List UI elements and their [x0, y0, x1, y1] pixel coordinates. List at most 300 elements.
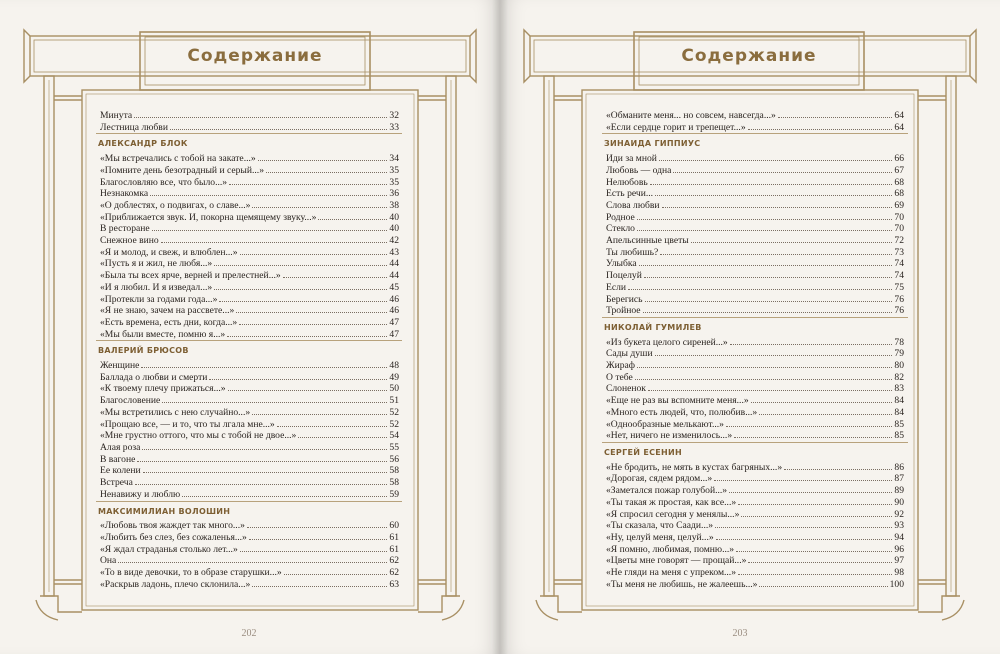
toc-entry [100, 223, 399, 235]
dot-leader [635, 372, 893, 380]
toc-entry [100, 270, 399, 282]
entry-page-number: 36 [389, 188, 399, 200]
entry-page-number: 40 [389, 223, 399, 235]
entry-title: «Любить без слез, без сожаленья...» [100, 531, 247, 543]
entry-page-number: 35 [389, 164, 399, 176]
entry-title: «Мне грустно оттого, что мы с тобой не двое...» [100, 430, 297, 442]
entry-page-number: 45 [389, 281, 399, 293]
dot-leader [660, 247, 892, 255]
entry-title: «Любовь твоя жаждет так много...» [100, 520, 245, 532]
toc-entry [100, 294, 399, 306]
entry-page-number: 38 [389, 199, 399, 211]
entry-page-number: 100 [889, 578, 904, 590]
table-of-contents [100, 110, 399, 590]
dot-leader [645, 294, 893, 302]
entry-title: «Еще не раз вы вспомните меня...» [606, 395, 749, 407]
entry-page-number: 51 [389, 395, 399, 407]
toc-entry [606, 520, 904, 532]
entry-page-number: 96 [894, 543, 904, 555]
dot-leader [219, 294, 387, 302]
toc-entry [100, 489, 399, 501]
entry-title: «Мы встречались с тобой на закате...» [100, 153, 256, 165]
toc-entry [606, 122, 904, 134]
toc-entry [606, 532, 904, 544]
author-heading: ВАЛЕРИЙ БРЮСОВ [98, 346, 189, 356]
entry-title: Алая роза [100, 441, 141, 453]
toc-entry [606, 497, 904, 509]
dot-leader [182, 489, 387, 497]
page-number: 203 [732, 628, 748, 639]
toc-entry [100, 110, 399, 122]
entry-page-number: 44 [389, 258, 399, 270]
entry-title: Снежное вино [100, 235, 159, 247]
entry-title: Стекло [606, 223, 635, 235]
entry-page-number: 64 [894, 110, 904, 121]
dot-leader [209, 372, 387, 380]
entry-page-number: 67 [894, 164, 904, 176]
toc-entry [606, 165, 904, 177]
entry-page-number: 84 [894, 406, 904, 418]
toc-entry [606, 462, 904, 474]
dot-leader [715, 520, 892, 528]
toc-entry [100, 532, 399, 544]
entry-page-number: 47 [389, 328, 399, 340]
entry-page-number: 90 [894, 496, 904, 508]
entry-page-number: 61 [389, 531, 399, 543]
entry-page-number: 58 [389, 465, 399, 477]
entry-title: Улыбка [606, 258, 637, 270]
entry-page-number: 54 [389, 430, 399, 442]
toc-entry [606, 383, 904, 395]
dot-leader [283, 270, 388, 278]
dot-leader [252, 579, 387, 587]
entry-page-number: 43 [389, 246, 399, 258]
entry-title: «Я ждал страданья столько лет...» [100, 543, 238, 555]
dot-leader [240, 247, 388, 255]
entry-title: «Прощаю все, — и то, что ты лгала мне...» [100, 418, 275, 430]
author-heading: НИКОЛАЙ ГУМИЛЕВ [604, 322, 702, 332]
entry-title: Благословляю все, что было...» [100, 176, 228, 188]
entry-title: Родное [606, 211, 635, 223]
entry-page-number: 58 [389, 477, 399, 489]
toc-entry [606, 337, 904, 349]
toc-entry [100, 305, 399, 317]
toc-entry [100, 465, 399, 477]
toc-entry [100, 165, 399, 177]
toc-entry [606, 177, 904, 189]
entry-title: «Я не знаю, зачем на рассвете...» [100, 305, 235, 317]
dot-leader [738, 497, 892, 505]
dot-leader [118, 555, 387, 563]
dot-leader [637, 223, 892, 231]
entry-page-number: 94 [894, 531, 904, 543]
dot-leader [298, 430, 387, 438]
toc-section [100, 501, 399, 591]
entry-title: Баллада о любви и смерти [100, 371, 208, 383]
entry-page-number: 52 [389, 418, 399, 430]
toc-entry [606, 188, 904, 200]
toc-entry [606, 258, 904, 270]
entry-page-number: 66 [894, 153, 904, 165]
entry-title: Любовь — одна [606, 164, 672, 176]
toc-section [100, 133, 399, 340]
dot-leader [628, 282, 892, 290]
dot-leader [726, 419, 892, 427]
toc-entry [100, 122, 399, 134]
entry-page-number: 75 [894, 281, 904, 293]
entry-title: «Пусть я и жил, не любя...» [100, 258, 213, 270]
entry-page-number: 76 [894, 305, 904, 317]
toc-entry [100, 520, 399, 532]
toc-entry [606, 360, 904, 372]
entry-title: «Дорогая, сядем рядом...» [606, 473, 713, 485]
dot-leader [247, 520, 388, 528]
dot-leader [738, 567, 892, 575]
dot-leader [284, 567, 388, 575]
entry-title: Апельсинные цветы [606, 235, 689, 247]
toc-entry [606, 110, 904, 122]
entry-title: «Я и молод, и свеж, и влюблен...» [100, 246, 238, 258]
entry-page-number: 59 [389, 488, 399, 500]
dot-leader [741, 509, 892, 517]
toc-entry [606, 282, 904, 294]
entry-page-number: 62 [389, 555, 399, 567]
entry-title: Сады души [606, 348, 653, 360]
toc-entry [100, 567, 399, 579]
entry-title: «Не гляди на меня с упреком...» [606, 567, 737, 579]
entry-title: «Обманите меня... но совсем, навсегда...» [606, 110, 776, 121]
dot-leader [258, 153, 388, 161]
entry-title: «Мы встретились с нею случайно...» [100, 406, 251, 418]
entry-page-number: 46 [389, 293, 399, 305]
dot-leader [655, 188, 892, 196]
entry-title: «К твоему плечу прижаться...» [100, 383, 226, 395]
toc-entry [100, 200, 399, 212]
toc-entry [100, 258, 399, 270]
toc-entry [100, 430, 399, 442]
toc-entry [606, 407, 904, 419]
entry-page-number: 50 [389, 383, 399, 395]
dot-leader [249, 532, 388, 540]
entry-title: Женщине [100, 360, 140, 372]
entry-title: Слоненок [606, 383, 646, 395]
entry-title: «Много есть людей, что, полюбив...» [606, 406, 758, 418]
entry-title: «Заметался пожар голубой...» [606, 485, 728, 497]
toc-entry [606, 419, 904, 431]
entry-title: Есть речи... [606, 188, 654, 200]
entry-title: Слова любви [606, 199, 660, 211]
toc-entry [606, 555, 904, 567]
entry-page-number: 92 [894, 508, 904, 520]
section-divider [96, 133, 402, 134]
table-of-contents [606, 110, 904, 590]
entry-page-number: 60 [389, 520, 399, 532]
toc-entry [100, 395, 399, 407]
dot-leader [644, 270, 893, 278]
toc-entry [606, 305, 904, 317]
entry-page-number: 76 [894, 293, 904, 305]
dot-leader [662, 200, 893, 208]
dot-leader [734, 430, 892, 438]
entry-title: Встреча [100, 477, 133, 489]
entry-title: Лестница любви [100, 121, 168, 133]
toc-section [606, 317, 904, 442]
toc-entry [606, 153, 904, 165]
entry-title: Незнакомка [100, 188, 149, 200]
entry-page-number: 85 [894, 430, 904, 442]
dot-leader [714, 473, 892, 481]
entry-page-number: 85 [894, 418, 904, 430]
entry-title: «Из букета целого сиреней...» [606, 336, 728, 348]
dot-leader [716, 532, 893, 540]
entry-page-number: 68 [894, 188, 904, 200]
toc-entry [606, 235, 904, 247]
toc-entry [606, 223, 904, 235]
entry-title: «Раскрыв ладонь, плечо склонила...» [100, 578, 251, 590]
entry-title: «О доблестях, о подвигах, о славе...» [100, 199, 251, 211]
dot-leader [228, 383, 388, 391]
toc-entry [606, 372, 904, 384]
entry-title: Минута [100, 110, 133, 121]
entry-page-number: 42 [389, 235, 399, 247]
toc-entry [606, 567, 904, 579]
toc-entry [606, 200, 904, 212]
toc-entry [606, 294, 904, 306]
page-number: 202 [241, 628, 257, 639]
right-page [500, 0, 1000, 654]
entry-page-number: 46 [389, 305, 399, 317]
toc-entry [606, 473, 904, 485]
toc-entry [100, 383, 399, 395]
entry-page-number: 97 [894, 555, 904, 567]
entry-page-number: 63 [389, 578, 399, 590]
dot-leader [650, 177, 893, 185]
dot-leader [142, 442, 387, 450]
dot-leader [227, 329, 387, 337]
dot-leader [778, 110, 893, 118]
toc-section [606, 133, 904, 317]
dot-leader [152, 223, 388, 231]
entry-page-number: 47 [389, 316, 399, 328]
toc-entry [100, 477, 399, 489]
entry-title: «Есть времена, есть дни, когда...» [100, 316, 238, 328]
entry-page-number: 74 [894, 258, 904, 270]
entry-page-number: 33 [389, 121, 399, 133]
toc-entry [100, 442, 399, 454]
entry-page-number: 79 [894, 348, 904, 360]
dot-leader [736, 544, 892, 552]
entry-page-number: 80 [894, 360, 904, 372]
entry-title: В вагоне [100, 453, 136, 465]
entry-page-number: 78 [894, 336, 904, 348]
entry-title: Берегись [606, 293, 643, 305]
entry-title: «Цветы мне говорят — прощай...» [606, 555, 747, 567]
toc-section [606, 442, 904, 590]
author-heading: ЗИНАИДА ГИППИУС [604, 139, 701, 149]
dot-leader [648, 383, 892, 391]
entry-title: Ее колени [100, 465, 141, 477]
toc-entry [100, 153, 399, 165]
toc-entry [606, 270, 904, 282]
entry-title: «Ну, целуй меня, целуй...» [606, 531, 714, 543]
entry-page-number: 84 [894, 395, 904, 407]
dot-leader [240, 544, 388, 552]
entry-page-number: 44 [389, 270, 399, 282]
dot-leader [141, 360, 387, 368]
toc-entry [100, 188, 399, 200]
entry-page-number: 56 [389, 453, 399, 465]
entry-title: Поцелуй [606, 270, 642, 282]
dot-leader [691, 235, 893, 243]
entry-page-number: 83 [894, 383, 904, 395]
entry-title: «Ты сказала, что Саади...» [606, 520, 714, 532]
toc-entry [606, 247, 904, 259]
toc-entry [606, 395, 904, 407]
dot-leader [252, 200, 387, 208]
entry-page-number: 72 [894, 235, 904, 247]
entry-page-number: 62 [389, 567, 399, 579]
dot-leader [784, 462, 892, 470]
entry-title: Если [606, 281, 627, 293]
entry-page-number: 73 [894, 246, 904, 258]
toc-entry [100, 372, 399, 384]
toc-entry [100, 177, 399, 189]
entry-page-number: 61 [389, 543, 399, 555]
page-title: Содержание [681, 46, 817, 66]
entry-title: Благословение [100, 395, 161, 407]
toc-entry [100, 212, 399, 224]
entry-title: «Ты такая ж простая, как все...» [606, 496, 737, 508]
entry-page-number: 89 [894, 485, 904, 497]
entry-page-number: 74 [894, 270, 904, 282]
toc-entry [100, 544, 399, 556]
dot-leader [637, 360, 892, 368]
entry-title: «И я любил. И я изведал...» [100, 281, 213, 293]
author-heading: СЕРГЕЙ ЕСЕНИН [604, 447, 683, 457]
entry-title: Иди за мной [606, 153, 657, 165]
entry-title: «Я помню, любимая, помню...» [606, 543, 735, 555]
entry-page-number: 98 [894, 567, 904, 579]
toc-entry [606, 579, 904, 591]
page-title: Содержание [187, 46, 323, 66]
toc-entry [606, 509, 904, 521]
dot-leader [748, 555, 892, 563]
entry-page-number: 93 [894, 520, 904, 532]
entry-title: «Ты меня не любишь, не жалеешь...» [606, 578, 758, 590]
entry-title: В ресторане [100, 223, 150, 235]
entry-page-number: 86 [894, 461, 904, 473]
dot-leader [759, 579, 887, 587]
dot-leader [170, 122, 387, 130]
entry-page-number: 82 [894, 371, 904, 383]
section-divider [96, 501, 402, 502]
section-divider [602, 317, 908, 318]
entry-page-number: 49 [389, 371, 399, 383]
toc-entry [100, 419, 399, 431]
toc-entry [100, 235, 399, 247]
toc-entry [100, 282, 399, 294]
entry-page-number: 70 [894, 211, 904, 223]
dot-leader [277, 419, 388, 427]
entry-title: «Не бродить, не мять в кустах багряных...» [606, 461, 783, 473]
dot-leader [730, 337, 893, 345]
entry-title: «Мы были вместе, помню я...» [100, 328, 226, 340]
dot-leader [729, 485, 892, 493]
dot-leader [673, 165, 892, 173]
entry-title: «Протекли за годами года...» [100, 293, 218, 305]
dot-leader [236, 305, 387, 313]
section-divider [602, 133, 908, 134]
entry-title: «Была ты всех ярче, верней и прелестней...» [100, 270, 281, 282]
dot-leader [659, 153, 892, 161]
section-divider [96, 340, 402, 341]
dot-leader [655, 348, 893, 356]
dot-leader [759, 407, 892, 415]
dot-leader [229, 177, 387, 185]
toc-entry [100, 317, 399, 329]
entry-title: Ненавижу и люблю [100, 488, 181, 500]
section-divider [602, 442, 908, 443]
entry-title: «Помните день безотрадный и серый...» [100, 164, 265, 176]
dot-leader [239, 317, 387, 325]
toc-entry [100, 407, 399, 419]
entry-title: «Нет, ничего не изменилось...» [606, 430, 733, 442]
entry-title: «Если сердце горит и трепещет...» [606, 121, 746, 133]
toc-section [606, 110, 904, 133]
entry-title: Жираф [606, 360, 636, 372]
dot-leader [143, 465, 388, 473]
author-heading: АЛЕКСАНДР БЛОК [98, 139, 188, 149]
entry-page-number: 55 [389, 441, 399, 453]
entry-title: «Приближается звук. И, покорна щемящему звуку...» [100, 211, 317, 223]
toc-section [100, 110, 399, 133]
entry-page-number: 35 [389, 176, 399, 188]
dot-leader [751, 395, 893, 403]
dot-leader [318, 212, 387, 220]
entry-title: «То в виде девочки, то в образе старушки...» [100, 567, 282, 579]
entry-page-number: 69 [894, 199, 904, 211]
entry-page-number: 40 [389, 211, 399, 223]
entry-title: Ты любишь? [606, 246, 659, 258]
dot-leader [150, 188, 387, 196]
dot-leader [252, 407, 387, 415]
toc-entry [100, 555, 399, 567]
toc-entry [100, 454, 399, 466]
entry-page-number: 70 [894, 223, 904, 235]
dot-leader [162, 395, 387, 403]
toc-section [100, 340, 399, 500]
entry-page-number: 87 [894, 473, 904, 485]
entry-page-number: 34 [389, 153, 399, 165]
toc-entry [606, 348, 904, 360]
book-gutter [492, 0, 508, 654]
dot-leader [214, 258, 387, 266]
entry-title: «Однообразные мелькают...» [606, 418, 724, 430]
dot-leader [643, 305, 893, 313]
dot-leader [161, 235, 388, 243]
entry-page-number: 68 [894, 176, 904, 188]
entry-title: О тебе [606, 371, 633, 383]
entry-page-number: 52 [389, 406, 399, 418]
toc-entry [100, 360, 399, 372]
entry-title: Нелюбовь [606, 176, 648, 188]
entry-page-number: 64 [894, 121, 904, 133]
dot-leader [134, 110, 387, 118]
toc-entry [100, 329, 399, 341]
entry-page-number: 48 [389, 360, 399, 372]
dot-leader [748, 122, 893, 130]
toc-entry [606, 485, 904, 497]
